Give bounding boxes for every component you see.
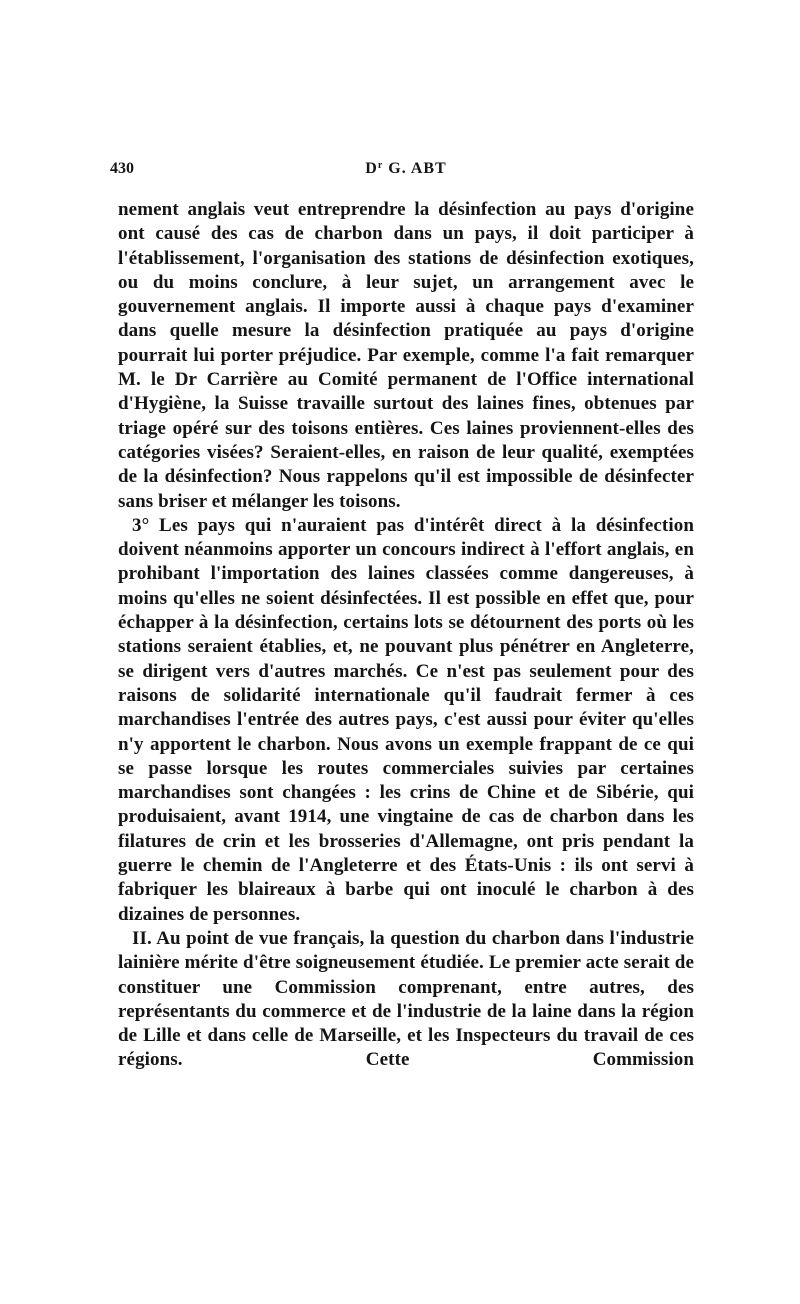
running-head xyxy=(110,160,702,178)
page-header xyxy=(110,160,702,184)
paragraph-point-3: 3° Les pays qui n'auraient pas d'intérêt direct à la désinfection doivent néanmoins apporter un concours indirect à l'effort anglais, en prohibant l'importation des laines classées comme dangereuses, à moins qu'elles ne soient désinfectées. Il est possible en effet que, pour échapper à la désinfection, certains lots se détournent des ports où les stations seraient établies, et, ne pouvant plus pénétrer en Angleterre, se dirigent vers d'autres marchés. Ce n'est pas seulement pour des raisons de solidarité internationale qu'il faudrait fermer à ces marchandises l'entrée des autres pays, c'est aussi pour éviter qu'elles n'y apportent le charbon. Nous avons un exemple frappant de ce qui se passe lorsque les routes commerciales suivies par certaines marchandises sont changées : les crins de Chine et de Sibérie, qui produisaient, avant 1914, une vingtaine de cas de charbon dans les filatures de crin et les brosseries d'Allemagne, ont pris pendant la guerre le chemin de l'Angleterre et des États-Unis : ils ont servi à fabriquer les blaireaux à barbe qui ont inoculé le charbon à des dizaines de personnes. xyxy=(118,514,694,925)
author-title-superscript: r xyxy=(377,160,384,171)
author-name: G. ABT xyxy=(383,160,447,177)
page-number: 430 xyxy=(110,160,134,177)
author-initial: D xyxy=(365,160,378,177)
body-text xyxy=(118,198,694,1073)
paragraph-section-ii: II. Au point de vue français, la question du charbon dans l'industrie lainière mérite d'être soigneusement étudiée. Le premier acte serait de constituer une Commission comprenant, entre autres, des représentants du commerce et de l'industrie de la laine dans la région de Lille et dans celle de Marseille, et les Inspecteurs du travail de ces régions. Cette Commission xyxy=(118,927,694,1071)
paragraph-continuation: nement anglais veut entreprendre la désinfection au pays d'origine ont causé des cas de charbon dans un pays, il doit participer à l'établissement, l'organisation des stations de désinfection exotiques, ou du moins conclure, à leur sujet, un arrangement avec le gouvernement anglais. Il importe aussi à chaque pays d'examiner dans quelle mesure la désinfection pratiquée au pays d'origine pourrait lui porter préjudice. Par exemple, comme l'a fait remarquer M. le Dr Carrière au Comité permanent de l'Office international d'Hygiène, la Suisse travaille surtout des laines fines, obtenues par triage opéré sur des toisons entières. Ces laines proviennent-elles des catégories visées? Seraient-elles, en raison de leur qualité, exemptées de la désinfection? Nous rappelons qu'il est impossible de désinfecter sans briser et mélanger les toisons. xyxy=(118,199,694,512)
